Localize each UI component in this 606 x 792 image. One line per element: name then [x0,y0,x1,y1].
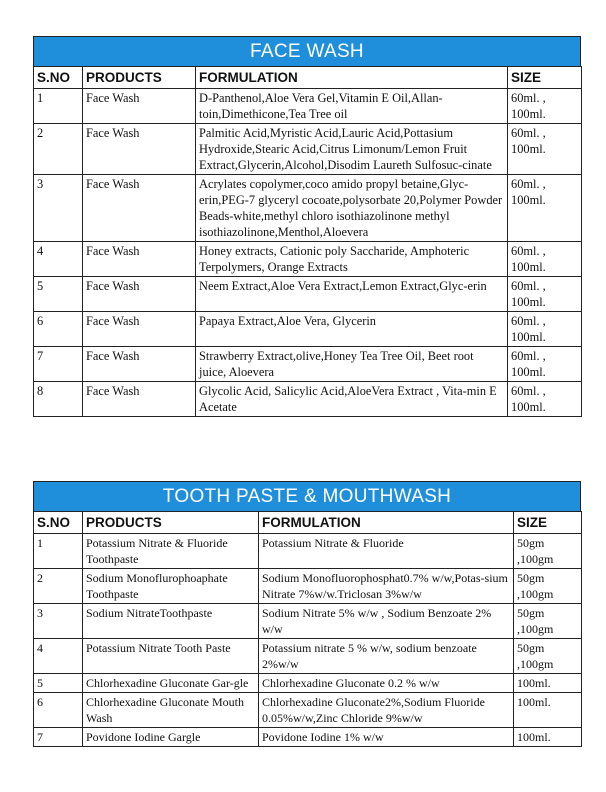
cell-formulation: Papaya Extract,Aloe Vera, Glycerin [196,312,508,347]
table-row [34,534,582,569]
cell-size: 60ml. , 100ml. [508,242,582,277]
cell-formulation: Potassium nitrate 5 % w/w, sodium benzoate 2%w/w [259,639,514,674]
cell-sno: 4 [34,639,83,674]
table-row [34,728,582,747]
cell-formulation: Chlorhexadine Gluconate 0.2 % w/w [259,674,514,693]
table-row [34,347,582,382]
cell-size: 100ml. [514,693,582,728]
table-row [34,175,582,242]
cell-product: Povidone Iodine Gargle [83,728,259,747]
cell-size: 60ml. , 100ml. [508,312,582,347]
header-products: PRODUCTS [83,512,259,534]
cell-size: 60ml. , 100ml. [508,124,582,175]
cell-formulation: Acrylates copolymer,coco amido propyl betaine,Glyc-erin,PEG-7 glyceryl cocoate,polysorbate 20,Polymer Powder Beads-white,methyl chloro isothiazolinone methyl isothiazolinone,Menthol,Aloevera [196,175,508,242]
header-formulation: FORMULATION [196,67,508,89]
cell-size: 60ml. , 100ml. [508,277,582,312]
cell-sno: 6 [34,693,83,728]
table-row [34,312,582,347]
cell-product: Chlorhexadine Gluconate Mouth Wash [83,693,259,728]
cell-sno: 1 [34,534,83,569]
header-products: PRODUCTS [83,67,196,89]
header-formulation: FORMULATION [259,512,514,534]
cell-formulation: Povidone Iodine 1% w/w [259,728,514,747]
cell-product: Potassium Nitrate Tooth Paste [83,639,259,674]
cell-sno: 2 [34,569,83,604]
cell-formulation: Glycolic Acid, Salicylic Acid,AloeVera Extract , Vita-min E Acetate [196,382,508,417]
cell-size: 50gm ,100gm [514,639,582,674]
cell-sno: 7 [34,347,83,382]
cell-size: 60ml. , 100ml. [508,175,582,242]
cell-formulation: Neem Extract,Aloe Vera Extract,Lemon Extract,Glyc-erin [196,277,508,312]
table-row [34,569,582,604]
cell-formulation: Palmitic Acid,Myristic Acid,Lauric Acid,Pottasium Hydroxide,Stearic Acid,Citrus Limonum/Lemon Fruit Extract,Glycerin,Alcohol,Disodim Laureth Sulfosuc-cinate [196,124,508,175]
table-row [34,693,582,728]
cell-sno: 5 [34,277,83,312]
cell-size: 50gm ,100gm [514,569,582,604]
table-row [34,124,582,175]
cell-sno: 3 [34,604,83,639]
cell-formulation: Potassium Nitrate & Fluoride [259,534,514,569]
cell-product: Face Wash [83,382,196,417]
cell-size: 60ml. , 100ml. [508,382,582,417]
cell-formulation: Honey extracts, Cationic poly Saccharide, Amphoteric Terpolymers, Orange Extracts [196,242,508,277]
header-size: SIZE [508,67,582,89]
cell-product: Face Wash [83,277,196,312]
cell-sno: 8 [34,382,83,417]
cell-sno: 5 [34,674,83,693]
cell-size: 100ml. [514,674,582,693]
table-row [34,639,582,674]
table-row [34,382,582,417]
cell-size: 60ml. , 100ml. [508,89,582,124]
cell-sno: 6 [34,312,83,347]
cell-product: Face Wash [83,347,196,382]
cell-sno: 4 [34,242,83,277]
cell-size: 50gm ,100gm [514,604,582,639]
cell-sno: 1 [34,89,83,124]
header-sno: S.NO [34,67,83,89]
cell-product: Face Wash [83,175,196,242]
table-row [34,242,582,277]
table-row [34,674,582,693]
cell-product: Face Wash [83,124,196,175]
table-header-row [34,67,582,89]
cell-formulation: Chlorhexadine Gluconate2%,Sodium Fluoride 0.05%w/w,Zinc Chloride 9%w/w [259,693,514,728]
cell-formulation: Sodium Monofluorophosphat0.7% w/w,Potas-sium Nitrate 7%w/w.Triclosan 3%w/w [259,569,514,604]
cell-sno: 3 [34,175,83,242]
cell-size: 100ml. [514,728,582,747]
tooth-paste-table [33,511,582,747]
face-wash-section [33,36,581,417]
cell-sno: 2 [34,124,83,175]
table-row [34,604,582,639]
header-sno: S.NO [34,512,83,534]
face-wash-table [33,66,582,417]
cell-product: Potassium Nitrate & Fluoride Toothpaste [83,534,259,569]
header-size: SIZE [514,512,582,534]
cell-product: Face Wash [83,242,196,277]
table-row [34,277,582,312]
face-wash-title: FACE WASH [33,36,581,66]
cell-size: 60ml. , 100ml. [508,347,582,382]
cell-product: Face Wash [83,89,196,124]
cell-formulation: Sodium Nitrate 5% w/w , Sodium Benzoate 2% w/w [259,604,514,639]
cell-formulation: Strawberry Extract,olive,Honey Tea Tree Oil, Beet root juice, Aloevera [196,347,508,382]
tooth-paste-title: TOOTH PASTE & MOUTHWASH [33,481,581,511]
cell-product: Chlorhexadine Gluconate Gar-gle [83,674,259,693]
cell-size: 50gm ,100gm [514,534,582,569]
tooth-paste-section [33,481,581,747]
cell-sno: 7 [34,728,83,747]
cell-product: Sodium Monoflurophoaphate Toothpaste [83,569,259,604]
cell-product: Sodium NitrateToothpaste [83,604,259,639]
cell-product: Face Wash [83,312,196,347]
cell-formulation: D-Panthenol,Aloe Vera Gel,Vitamin E Oil,Allan-toin,Dimethicone,Tea Tree oil [196,89,508,124]
table-row [34,89,582,124]
table-header-row [34,512,582,534]
